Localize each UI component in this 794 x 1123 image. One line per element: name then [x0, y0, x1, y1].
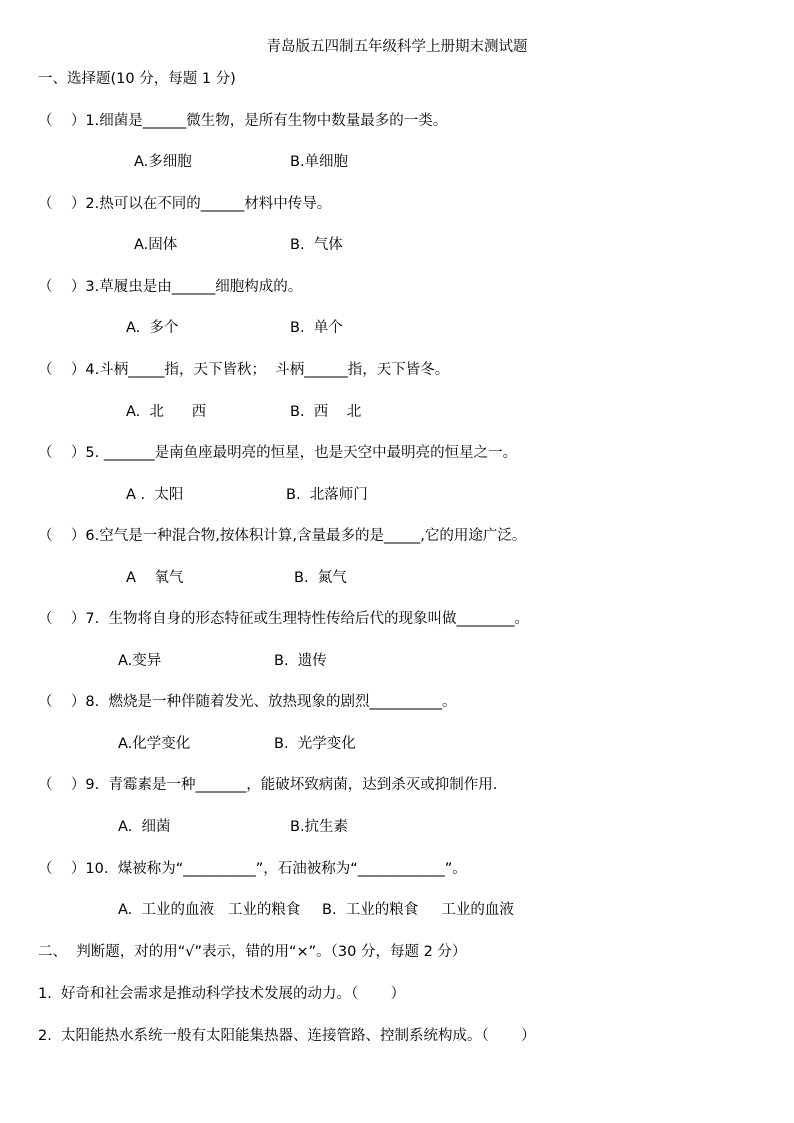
- question-7-stem: （ ）7. 生物将自身的形态特征或生理特性传给后代的现象叫做________。: [38, 611, 529, 627]
- question-5-stem: （ ）5. _______是南鱼座最明亮的恒星，也是天空中最明亮的恒星之一。: [38, 445, 518, 461]
- question-8-option-b: B. 光学变化: [274, 736, 356, 752]
- section-2-heading: 二、 判断题，对的用“√”表示，错的用“×”。（30 分，每题 2 分）: [38, 944, 467, 960]
- question-3-option-b: B. 单个: [290, 320, 343, 336]
- question-4-option-b: B. 西 北: [290, 404, 362, 420]
- question-6-option-b: B. 氮气: [294, 570, 347, 586]
- question-1-stem: （ ）1.细菌是______微生物，是所有生物中数量最多的一类。: [38, 113, 448, 129]
- question-10-stem: （ ）10. 煤被称为“__________”，石油被称为“____________”。: [38, 861, 467, 877]
- question-10-option-a: A. 工业的血液 工业的粮食: [118, 902, 301, 918]
- question-4-stem: （ ）4.斗柄_____指，天下皆秋； 斗柄______指，天下皆冬。: [38, 362, 450, 378]
- judgment-2: 2. 太阳能热水系统一般有太阳能集热器、连接管路、控制系统构成。（ ）: [38, 1028, 536, 1044]
- question-5-option-a: A . 太阳: [126, 487, 184, 503]
- question-8-stem: （ ）8. 燃烧是一种伴随着发光、放热现象的剧烈__________。: [38, 694, 457, 710]
- question-1-option-a: A.多细胞: [134, 154, 192, 170]
- question-1-option-b: B.单细胞: [290, 154, 349, 170]
- judgment-1: 1. 好奇和社会需求是推动科学技术发展的动力。（ ）: [38, 986, 406, 1002]
- question-2-option-b: B. 气体: [290, 237, 343, 253]
- question-3-stem: （ ）3.草履虫是由______细胞构成的。: [38, 279, 303, 295]
- question-6-stem: （ ）6.空气是一种混合物,按体积计算,含量最多的是_____,它的用途广泛。: [38, 528, 527, 544]
- question-9-option-b: B.抗生素: [290, 819, 349, 835]
- section-1-heading: 一、选择题(10 分，每题 1 分): [38, 71, 236, 87]
- question-9-option-a: A. 细菌: [118, 819, 171, 835]
- question-9-stem: （ ）9. 青霉素是一种_______，能破坏致病菌，达到杀灭或抑制作用.: [38, 777, 498, 793]
- question-5-option-b: B. 北落师门: [286, 487, 368, 503]
- question-8-option-a: A.化学变化: [118, 736, 191, 752]
- question-7-option-b: B. 遗传: [274, 653, 327, 669]
- page-title: 青岛版五四制五年级科学上册期末测试题: [266, 39, 528, 55]
- question-7-option-a: A.变异: [118, 653, 162, 669]
- question-6-option-a: A 氧气: [126, 570, 184, 586]
- question-10-option-b: B. 工业的粮食 工业的血液: [322, 902, 514, 918]
- question-4-option-a: A. 北 西: [126, 404, 207, 420]
- question-2-option-a: A.固体: [134, 237, 178, 253]
- question-2-stem: （ ）2.热可以在不同的______材料中传导。: [38, 196, 332, 212]
- question-3-option-a: A. 多个: [126, 320, 179, 336]
